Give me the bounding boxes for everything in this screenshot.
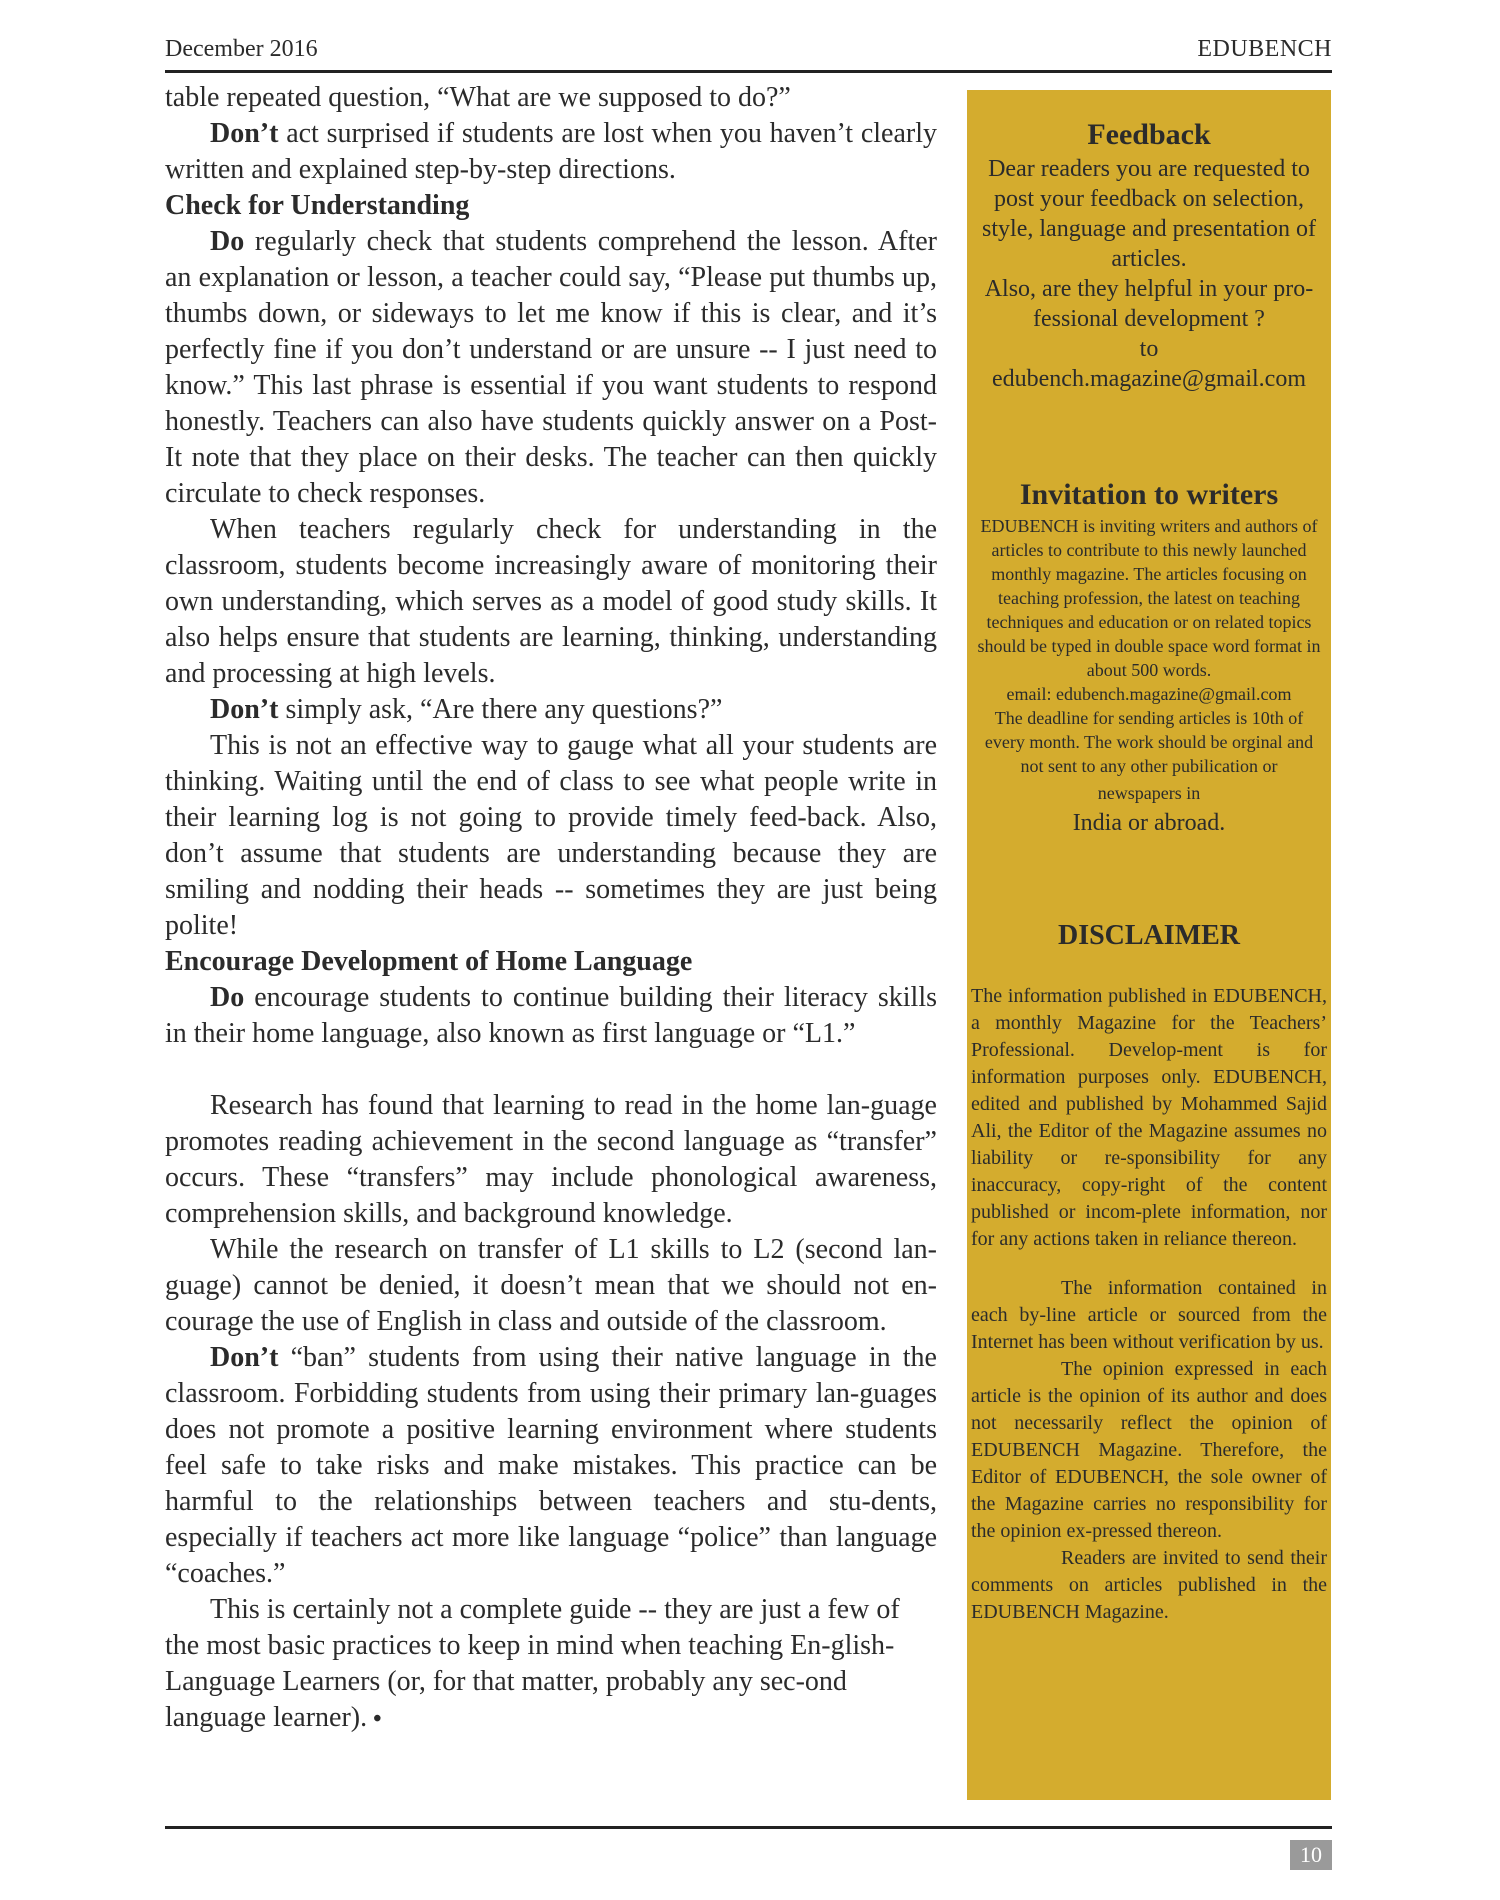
section-heading: Check for Understanding	[165, 190, 470, 221]
header-rule	[165, 70, 1332, 73]
feedback-to: to	[1139, 336, 1159, 362]
paragraph	[165, 224, 937, 512]
footer-rule	[165, 1826, 1332, 1829]
invitation-body	[975, 514, 1323, 838]
bold-lead: Don’t	[210, 694, 279, 725]
invitation-newspapers: newspapers in	[1097, 783, 1201, 803]
paragraph-text: simply ask, “Are there any questions?”	[278, 694, 723, 725]
paragraph	[165, 116, 937, 188]
disclaimer-paragraph: Readers are invited to send their comments on articles published in the EDUBENCH Magazine.	[971, 1547, 1327, 1623]
feedback-email: edubench.magazine@gmail.com	[992, 366, 1306, 392]
disclaimer-paragraph: The opinion expressed in each article is the opinion of its author and does not necessarily reflect the opinion of EDUBENCH Magazine. Therefore, the Editor of EDUBENCH, the sole owner of the Magazine carries no responsibility for the opinion ex-pressed thereon.	[971, 1358, 1327, 1542]
invitation-email: email: edubench.magazine@gmail.com	[1006, 684, 1292, 704]
bold-lead: Do	[210, 982, 245, 1013]
invitation-deadline: The deadline for sending articles is 10th of every month. The work should be orginal and not sent to any other pubilication or	[984, 708, 1314, 776]
paragraph-text: This is certainly not a complete guide -- they are just a few of the most basic practices to keep in mind when teaching En-glish-Language Learners (or, for that matter, probably any sec-ond language learner).	[165, 1594, 900, 1733]
invitation-title: Invitation to writers	[1019, 478, 1279, 511]
bold-lead: Do	[210, 226, 245, 257]
header-magazine-name: EDUBENCH	[1197, 36, 1332, 62]
sidebar-box	[967, 90, 1331, 1800]
paragraph: table repeated question, “What are we supposed to do?”	[165, 82, 791, 113]
spacer	[165, 1052, 937, 1088]
header-date: December 2016	[165, 36, 318, 62]
invitation-last-line: India or abroad.	[1072, 810, 1226, 836]
main-column	[165, 80, 937, 1737]
disclaimer-paragraph: The information published in EDUBENCH, a monthly Magazine for the Teachers’ Professional. Develop-ment is for information purposes only. EDUBENCH, edited and published by Mohammed Sajid Ali, the Editor of the Magazine assumes no liability or re-sponsibility for any inaccuracy, copy-right of the content published or incom-plete information, nor for any actions taken in reliance thereon.	[971, 985, 1327, 1250]
paragraph	[165, 980, 937, 1052]
page-number: 10	[1290, 1840, 1332, 1870]
invitation-text: EDUBENCH is inviting writers and authors of articles to contribute to this newly launched monthly magazine. The articles focusing on teaching profession, the latest on teaching techniques and education or on related topics should be typed in double space word format in about 500 words.	[977, 516, 1321, 680]
paragraph: Research has found that learning to read in the home lan-guage promotes reading achievement in the second language as “transfer” occurs. These “transfers” may include phonological awareness, comprehension skills, and background knowledge.	[165, 1090, 937, 1229]
bold-lead: Don’t	[210, 118, 279, 149]
disclaimer-title: DISCLAIMER	[1057, 920, 1241, 951]
paragraph-text: encourage students to continue building their literacy skills in their home language, also known as first language or “L1.”	[165, 982, 937, 1049]
paragraph-text: regularly check that students comprehend the lesson. After an explanation or lesson, a teacher could say, “Please put thumbs up, thumbs down, or sideways to let me know if this is clear, and it’s perfectly fine if you don’t understand or are unsure -- I just need to know.” This last phrase is essential if you want students to respond honestly. Teachers can also have students quickly answer on a Post-It note that they place on their desks. The teacher can then quickly circulate to check responses.	[165, 226, 937, 509]
feedback-body	[979, 154, 1319, 394]
section-heading: Encourage Development of Home Language	[165, 946, 693, 977]
paragraph: While the research on transfer of L1 skills to L2 (second lan-guage) cannot be denied, it doesn’t mean that we should not en-courage the use of English in class and outside of the classroom.	[165, 1234, 937, 1337]
disclaimer-paragraph: The information contained in each by-line article or sourced from the Internet has been without verification by us.	[971, 1277, 1327, 1353]
feedback-text: Dear readers you are requested to post your feedback on selection, style, language and presentation of articles.	[982, 156, 1316, 272]
paragraph: When teachers regularly check for understanding in the classroom, students become increasingly aware of monitoring their own understanding, which serves as a model of good study skills. It also helps ensure that students are learning, thinking, understanding and processing at high levels.	[165, 514, 937, 689]
paragraph-text: act surprised if students are lost when you haven’t clearly written and explained step-by-step directions.	[165, 118, 937, 185]
paragraph: This is not an effective way to gauge what all your students are thinking. Waiting until the end of class to see what people write in their learning log is not going to provide timely feed-back. Also, don’t assume that students are understanding because they are smiling and nodding their heads -- sometimes they are just being polite!	[165, 730, 937, 941]
disclaimer-body	[971, 983, 1327, 1626]
paragraph-text: “ban” students from using their native language in the classroom. Forbidding students from using their primary lan-guages does not promote a positive learning environment where students feel safe to take risks and make mistakes. This practice can be harmful to the relationships between teachers and stu-dents, especially if teachers act more like language “police” than language “coaches.”	[165, 1342, 937, 1589]
bold-lead: Don’t	[210, 1342, 279, 1373]
feedback-title: Feedback	[1087, 118, 1211, 151]
feedback-text-2: Also, are they helpful in your pro-fessional development ?	[984, 276, 1314, 332]
paragraph	[165, 1340, 937, 1592]
paragraph	[165, 1592, 937, 1737]
end-mark: •	[373, 1706, 382, 1732]
paragraph	[165, 692, 937, 728]
